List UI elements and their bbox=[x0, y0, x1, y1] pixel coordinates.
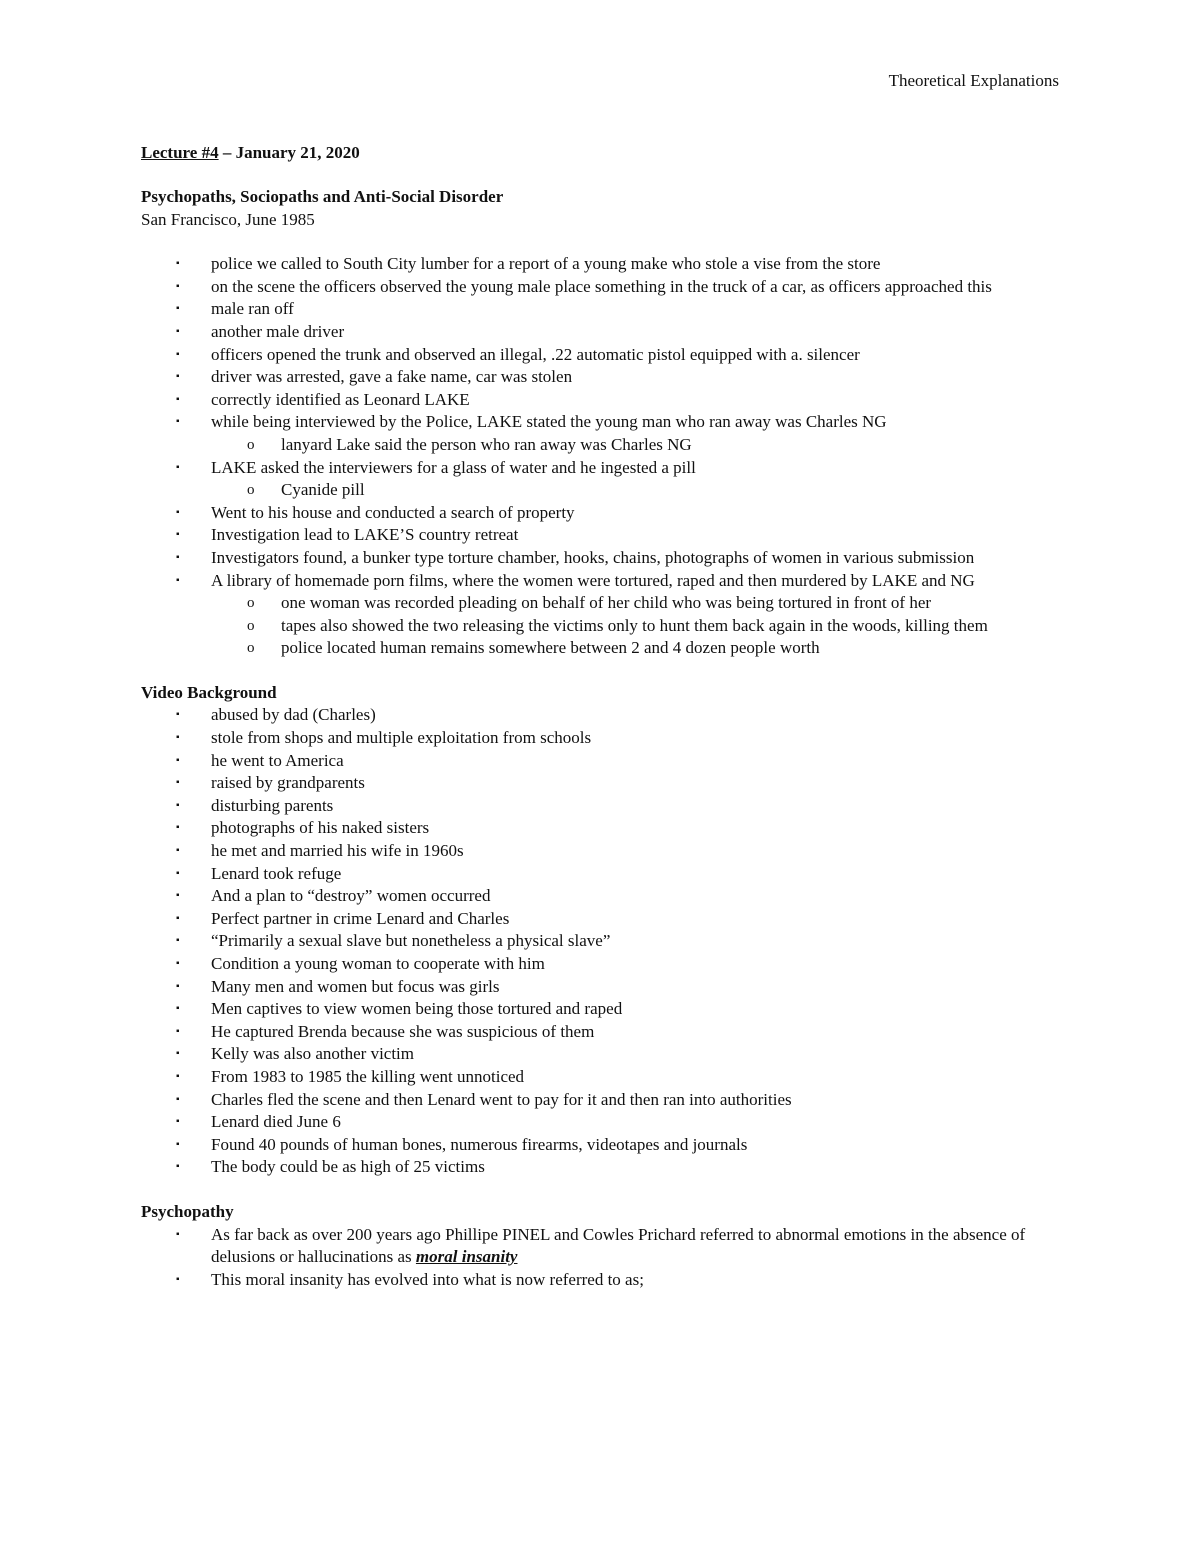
list-item: ▪ police we called to South City lumber for a report of a young make who stole a vise from the store bbox=[141, 253, 1061, 276]
square-bullet-icon: ▪ bbox=[176, 574, 180, 586]
sub-list-item: o Cyanide pill bbox=[211, 479, 1061, 502]
square-bullet-icon: ▪ bbox=[176, 754, 180, 766]
circle-bullet-icon: o bbox=[247, 617, 255, 634]
square-bullet-icon: ▪ bbox=[176, 845, 180, 857]
spacer bbox=[141, 231, 1061, 253]
square-bullet-icon: ▪ bbox=[176, 258, 180, 270]
list-item: ▪ disturbing parents bbox=[141, 795, 1061, 818]
list-item: ▪ And a plan to “destroy” women occurred bbox=[141, 885, 1061, 908]
square-bullet-icon: ▪ bbox=[176, 867, 180, 879]
lecture-number: Lecture #4 bbox=[141, 143, 219, 162]
list-item: ▪ Men captives to view women being those tortured and raped bbox=[141, 998, 1061, 1021]
square-bullet-icon: ▪ bbox=[176, 1070, 180, 1082]
list-item: ▪ officers opened the trunk and observed an illegal, .22 automatic pistol equipped with a. silencer bbox=[141, 344, 1061, 367]
section-heading-psychopathy: Psychopathy bbox=[141, 1201, 234, 1221]
square-bullet-icon: ▪ bbox=[176, 280, 180, 292]
sub-list-item: o police located human remains somewhere between 2 and 4 dozen people worth bbox=[211, 637, 1061, 660]
square-bullet-icon: ▪ bbox=[176, 1025, 180, 1037]
list-item: ▪ Investigators found, a bunker type torture chamber, hooks, chains, photographs of women in various submission bbox=[141, 547, 1061, 570]
list-item: ▪ on the scene the officers observed the young male place something in the truck of a car, as officers approached this bbox=[141, 276, 1061, 299]
running-header: Theoretical Explanations bbox=[888, 71, 1059, 90]
lecture-date: – January 21, 2020 bbox=[218, 143, 360, 162]
square-bullet-icon: ▪ bbox=[176, 506, 180, 518]
square-bullet-icon: ▪ bbox=[176, 1273, 180, 1285]
square-bullet-icon: ▪ bbox=[176, 371, 180, 383]
list-item: ▪ “Primarily a sexual slave but nonetheless a physical slave” bbox=[141, 930, 1061, 953]
square-bullet-icon: ▪ bbox=[176, 1048, 180, 1060]
square-bullet-icon: ▪ bbox=[176, 822, 180, 834]
bullet-list-video-background bbox=[141, 704, 1061, 1178]
square-bullet-icon: ▪ bbox=[176, 551, 180, 563]
square-bullet-icon: ▪ bbox=[176, 912, 180, 924]
section-heading-video-background: Video Background bbox=[141, 682, 277, 702]
list-item: ▪ Perfect partner in crime Lenard and Charles bbox=[141, 908, 1061, 931]
circle-bullet-icon: o bbox=[247, 436, 255, 453]
list-item: ▪ Lenard died June 6 bbox=[141, 1111, 1061, 1134]
list-item: ▪ Investigation lead to LAKE’S country retreat bbox=[141, 524, 1061, 547]
list-item: ▪ raised by grandparents bbox=[141, 772, 1061, 795]
square-bullet-icon: ▪ bbox=[176, 1093, 180, 1105]
list-item: ▪ he went to America bbox=[141, 750, 1061, 773]
square-bullet-icon: ▪ bbox=[176, 1138, 180, 1150]
list-item: ▪ driver was arrested, gave a fake name, car was stolen bbox=[141, 366, 1061, 389]
list-item: ▪ stole from shops and multiple exploitation from schools bbox=[141, 727, 1061, 750]
list-item: ▪ From 1983 to 1985 the killing went unnoticed bbox=[141, 1066, 1061, 1089]
list-item: ▪ He captured Brenda because she was suspicious of them bbox=[141, 1021, 1061, 1044]
list-item: ▪ Kelly was also another victim bbox=[141, 1043, 1061, 1066]
sub-list-item: o one woman was recorded pleading on behalf of her child who was being tortured in front of her bbox=[211, 592, 1061, 615]
sub-bullet-list bbox=[211, 434, 1061, 457]
section-subheading-location: San Francisco, June 1985 bbox=[141, 209, 315, 229]
square-bullet-icon: ▪ bbox=[176, 1116, 180, 1128]
sub-bullet-list bbox=[211, 479, 1061, 502]
circle-bullet-icon: o bbox=[247, 482, 255, 499]
square-bullet-icon: ▪ bbox=[176, 416, 180, 428]
square-bullet-icon: ▪ bbox=[176, 980, 180, 992]
document-body bbox=[141, 141, 1061, 1291]
square-bullet-icon: ▪ bbox=[176, 529, 180, 541]
square-bullet-icon: ▪ bbox=[176, 461, 180, 473]
square-bullet-icon: ▪ bbox=[176, 1228, 180, 1240]
bullet-list-psychopathy bbox=[141, 1224, 1061, 1292]
list-item: ▪ Found 40 pounds of human bones, numerous firearms, videotapes and journals bbox=[141, 1134, 1061, 1157]
sub-bullet-list bbox=[211, 592, 1061, 660]
spacer bbox=[141, 660, 1061, 682]
list-item: ▪ another male driver bbox=[141, 321, 1061, 344]
list-item: ▪ abused by dad (Charles) bbox=[141, 704, 1061, 727]
bullet-list-case bbox=[141, 253, 1061, 660]
square-bullet-icon: ▪ bbox=[176, 958, 180, 969]
sub-list-item: o tapes also showed the two releasing the victims only to hunt them back again in the woods, killing them bbox=[211, 615, 1061, 638]
spacer bbox=[141, 164, 1061, 186]
square-bullet-icon: ▪ bbox=[176, 1161, 180, 1173]
spacer bbox=[141, 1179, 1061, 1201]
circle-bullet-icon: o bbox=[247, 595, 255, 612]
list-item: ▪ Condition a young woman to cooperate with him bbox=[141, 953, 1061, 976]
list-item: ▪ Charles fled the scene and then Lenard went to pay for it and then ran into authorities bbox=[141, 1089, 1061, 1112]
lecture-heading bbox=[141, 141, 1061, 164]
list-item: ▪ The body could be as high of 25 victims bbox=[141, 1156, 1061, 1179]
list-item: ▪ Lenard took refuge bbox=[141, 863, 1061, 886]
square-bullet-icon: ▪ bbox=[176, 799, 180, 811]
square-bullet-icon: ▪ bbox=[176, 935, 180, 947]
list-item: ▪ Many men and women but focus was girls bbox=[141, 976, 1061, 999]
square-bullet-icon: ▪ bbox=[176, 303, 180, 315]
square-bullet-icon: ▪ bbox=[176, 777, 180, 789]
list-item: ▪ This moral insanity has evolved into what is now referred to as; bbox=[141, 1269, 1061, 1292]
square-bullet-icon: ▪ bbox=[176, 732, 180, 744]
list-item: ▪ photographs of his naked sisters bbox=[141, 817, 1061, 840]
list-item: ▪ LAKE asked the interviewers for a glass of water and he ingested a pill o Cyanide pill bbox=[141, 457, 1061, 502]
square-bullet-icon: ▪ bbox=[176, 325, 180, 337]
list-item: ▪ A library of homemade porn films, where the women were tortured, raped and then murdered by LAKE and NG o one woman was recorded pleading on behalf of her child who was being tortured in front of her o tapes also showed the two releasing the victims only to hunt them back again in the woods, killing them o police located human remains somewhere between 2 and 4 dozen people worth bbox=[141, 570, 1061, 660]
square-bullet-icon: ▪ bbox=[176, 1003, 180, 1015]
list-item: ▪ he met and married his wife in 1960s bbox=[141, 840, 1061, 863]
list-item: ▪ Went to his house and conducted a search of property bbox=[141, 502, 1061, 525]
square-bullet-icon: ▪ bbox=[176, 709, 180, 721]
list-item: ▪ male ran off bbox=[141, 298, 1061, 321]
square-bullet-icon: ▪ bbox=[176, 348, 180, 360]
circle-bullet-icon: o bbox=[247, 640, 255, 657]
list-item: ▪ correctly identified as Leonard LAKE bbox=[141, 389, 1061, 412]
section-heading-psychopaths: Psychopaths, Sociopaths and Anti-Social Disorder bbox=[141, 187, 504, 206]
list-item: ▪ while being interviewed by the Police, LAKE stated the young man who ran away was Charles NG o lanyard Lake said the person who ran away was Charles NG bbox=[141, 411, 1061, 456]
sub-list-item: o lanyard Lake said the person who ran away was Charles NG bbox=[211, 434, 1061, 457]
list-item: ▪ As far back as over 200 years ago Phillipe PINEL and Cowles Prichard referred to abnormal emotions in the absence of delusions or hallucinations as moral insanity bbox=[176, 1224, 1026, 1267]
square-bullet-icon: ▪ bbox=[176, 393, 180, 405]
emphasized-term: moral insanity bbox=[415, 1247, 518, 1267]
square-bullet-icon: ▪ bbox=[176, 890, 180, 902]
